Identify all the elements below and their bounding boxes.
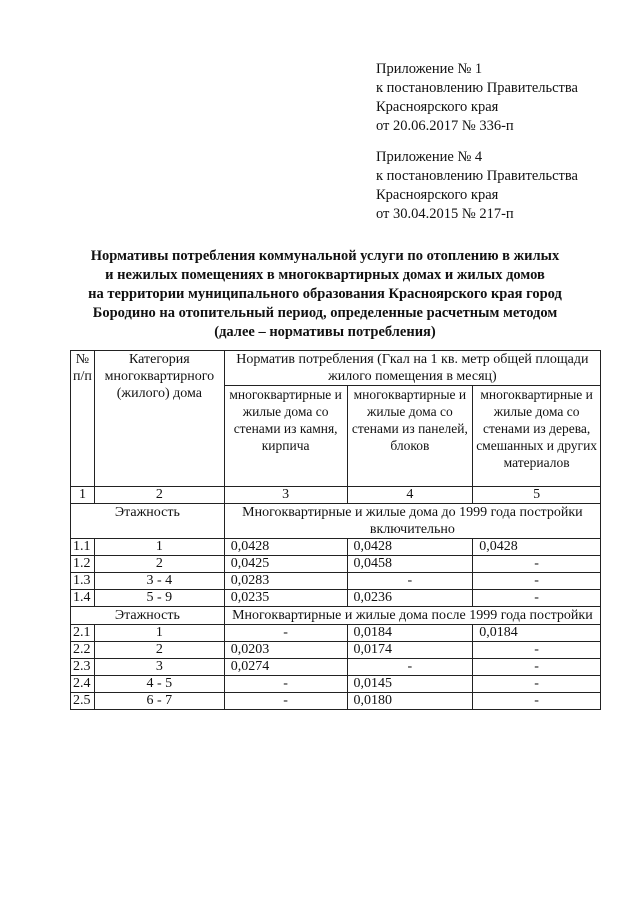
header-norm: Норматив потребления (Гкал на 1 кв. метр общей площади жилого помещения в месяц) bbox=[224, 351, 600, 386]
row-floors: 2 bbox=[94, 642, 224, 659]
value-wood: - bbox=[473, 676, 601, 693]
value-panel: 0,0180 bbox=[347, 693, 473, 710]
row-floors: 2 bbox=[94, 556, 224, 573]
row-number: 2.1 bbox=[71, 625, 95, 642]
appendix-4-line: к постановлению Правительства bbox=[376, 168, 578, 184]
row-floors: 5 - 9 bbox=[94, 590, 224, 607]
value-wood: - bbox=[473, 693, 601, 710]
column-number: 1 bbox=[71, 487, 95, 504]
value-stone: 0,0203 bbox=[224, 642, 347, 659]
appendix-4-block bbox=[376, 148, 626, 224]
title-line: на территории муниципального образования Красноярского края город bbox=[88, 286, 562, 302]
table-row bbox=[71, 539, 601, 556]
title-line: и нежилых помещениях в многоквартирных домах и жилых домов bbox=[105, 267, 545, 283]
title-line: Бородино на отопительный период, определенные расчетным методом bbox=[92, 305, 558, 321]
row-floors: 3 bbox=[94, 659, 224, 676]
table-row bbox=[71, 659, 601, 676]
appendix-4-line: Красноярского края bbox=[376, 187, 499, 203]
value-wood: - bbox=[473, 573, 601, 590]
header-category: Категория многоквартирного (жилого) дома bbox=[94, 351, 224, 487]
row-floors: 1 bbox=[94, 539, 224, 556]
table-row bbox=[71, 573, 601, 590]
header-wood-mixed: многоквартирные и жилые дома со стенами из дерева, смешанных и других материалов bbox=[473, 386, 601, 487]
document-title bbox=[60, 247, 590, 342]
row-number: 1.2 bbox=[71, 556, 95, 573]
column-number: 4 bbox=[347, 487, 473, 504]
appendix-4-line: Приложение № 4 bbox=[376, 149, 483, 165]
row-number: 2.2 bbox=[71, 642, 95, 659]
column-number: 3 bbox=[224, 487, 347, 504]
value-stone: 0,0274 bbox=[224, 659, 347, 676]
section-1-label: Этажность bbox=[71, 504, 225, 539]
value-panel: - bbox=[347, 573, 473, 590]
value-panel: 0,0458 bbox=[347, 556, 473, 573]
value-panel: 0,0428 bbox=[347, 539, 473, 556]
section-2-label: Этажность bbox=[71, 607, 225, 625]
row-floors: 1 bbox=[94, 625, 224, 642]
row-number: 2.4 bbox=[71, 676, 95, 693]
appendix-1-line: к постановлению Правительства bbox=[376, 80, 578, 96]
table-row bbox=[71, 590, 601, 607]
appendix-1-line: Приложение № 1 bbox=[376, 61, 483, 77]
section-1-title: Многоквартирные и жилые дома до 1999 года постройки включительно bbox=[224, 504, 600, 539]
value-stone: - bbox=[224, 625, 347, 642]
table-row bbox=[71, 642, 601, 659]
row-floors: 6 - 7 bbox=[94, 693, 224, 710]
table-row bbox=[71, 676, 601, 693]
value-wood: - bbox=[473, 556, 601, 573]
value-wood: 0,0184 bbox=[473, 625, 601, 642]
value-panel: 0,0236 bbox=[347, 590, 473, 607]
value-panel: 0,0184 bbox=[347, 625, 473, 642]
row-number: 1.1 bbox=[71, 539, 95, 556]
value-wood: 0,0428 bbox=[473, 539, 601, 556]
table-row bbox=[71, 693, 601, 710]
column-number: 2 bbox=[94, 487, 224, 504]
table-row bbox=[71, 625, 601, 642]
value-stone: 0,0235 bbox=[224, 590, 347, 607]
header-stone-brick: многоквартирные и жилые дома со стенами из камня, кирпича bbox=[224, 386, 347, 487]
value-wood: - bbox=[473, 590, 601, 607]
appendix-4-line: от 30.04.2015 № 217-п bbox=[376, 206, 514, 222]
value-stone: 0,0428 bbox=[224, 539, 347, 556]
value-wood: - bbox=[473, 642, 601, 659]
norms-table bbox=[70, 350, 601, 710]
row-number: 1.4 bbox=[71, 590, 95, 607]
value-panel: 0,0174 bbox=[347, 642, 473, 659]
row-number: 2.3 bbox=[71, 659, 95, 676]
table-row bbox=[71, 556, 601, 573]
row-number: 1.3 bbox=[71, 573, 95, 590]
value-stone: 0,0283 bbox=[224, 573, 347, 590]
row-number: 2.5 bbox=[71, 693, 95, 710]
value-panel: - bbox=[347, 659, 473, 676]
column-number: 5 bbox=[473, 487, 601, 504]
value-panel: 0,0145 bbox=[347, 676, 473, 693]
value-stone: - bbox=[224, 676, 347, 693]
appendix-1-line: Красноярского края bbox=[376, 99, 499, 115]
header-number: № п/п bbox=[71, 351, 95, 487]
header-panels-blocks: многоквартирные и жилые дома со стенами из панелей, блоков bbox=[347, 386, 473, 487]
value-stone: 0,0425 bbox=[224, 556, 347, 573]
title-line: Нормативы потребления коммунальной услуги по отоплению в жилых bbox=[90, 248, 560, 264]
section-2-title: Многоквартирные и жилые дома после 1999 года постройки bbox=[224, 607, 600, 625]
value-stone: - bbox=[224, 693, 347, 710]
title-line: (далее – нормативы потребления) bbox=[214, 324, 436, 340]
row-floors: 3 - 4 bbox=[94, 573, 224, 590]
appendix-1-line: от 20.06.2017 № 336-п bbox=[376, 118, 514, 134]
row-floors: 4 - 5 bbox=[94, 676, 224, 693]
appendix-1-block bbox=[376, 60, 626, 136]
value-wood: - bbox=[473, 659, 601, 676]
